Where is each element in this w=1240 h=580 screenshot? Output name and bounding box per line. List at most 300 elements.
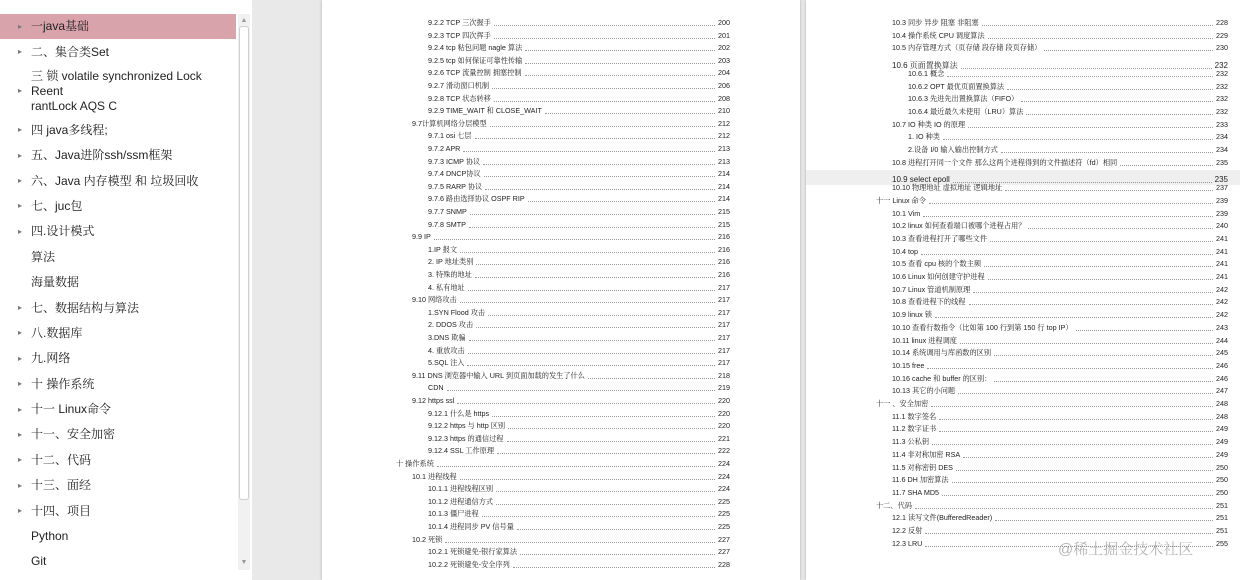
toc-leader-dots	[925, 532, 1213, 534]
sidebar-item[interactable]	[0, 14, 236, 39]
toc-entry-title: 3. 特殊的地址	[428, 270, 472, 279]
sidebar-item[interactable]	[0, 524, 236, 549]
toc-leader-dots	[929, 202, 1213, 204]
toc-leader-dots	[469, 226, 715, 228]
sidebar-item-label: 七、数据结构与算法	[31, 300, 140, 315]
toc-entry-title: 10.11 linux 进程调度	[892, 335, 957, 345]
toc-entry-page-number: 206	[718, 81, 730, 90]
toc-entry-title: 9.12.4 SSL 工作原理	[428, 446, 495, 456]
toc-leader-dots	[994, 354, 1213, 356]
toc-entry-title: 十一 、安全加密	[876, 399, 929, 408]
toc-entry[interactable]	[322, 157, 800, 167]
toc-entry[interactable]	[322, 484, 800, 494]
toc-entry-title: 10.6.1 概念	[908, 68, 945, 78]
toc-entry[interactable]	[322, 320, 800, 330]
sidebar-item[interactable]	[0, 245, 236, 270]
toc-entry[interactable]	[322, 106, 800, 116]
toc-entry[interactable]	[806, 107, 1240, 117]
toc-entry-page-number: 222	[718, 446, 730, 456]
toc-entry[interactable]	[322, 220, 800, 230]
toc-entry-title: 4. 私有地址	[428, 282, 465, 292]
toc-entry[interactable]	[322, 459, 800, 469]
toc-entry[interactable]	[322, 308, 800, 318]
sidebar-item[interactable]	[0, 346, 236, 371]
caret-right-icon[interactable]: ▸	[18, 379, 23, 389]
toc-entry[interactable]	[806, 82, 1240, 92]
sidebar-item-label: 十三、面经	[31, 478, 92, 493]
toc-leader-dots	[460, 251, 715, 253]
toc-entry-page-number: 225	[718, 509, 730, 519]
toc-entry[interactable]	[322, 232, 800, 242]
toc-leader-dots	[513, 566, 715, 568]
sidebar-item-label: 七、juc包	[31, 198, 83, 213]
toc-entry-page-number: 241	[1216, 233, 1228, 243]
toc-entry[interactable]	[322, 182, 800, 192]
caret-right-icon[interactable]: ▸	[18, 303, 23, 312]
toc-entry-title: 9.2.2 TCP 三次握手	[428, 18, 491, 27]
caret-right-icon[interactable]: ▸	[18, 455, 23, 465]
toc-entry[interactable]	[806, 247, 1240, 257]
toc-entry[interactable]	[322, 81, 800, 91]
toc-entry[interactable]	[322, 295, 800, 305]
toc-entry-title: 10.2 linux 如何查看端口被哪个进程占用？	[892, 221, 1026, 231]
toc-leader-dots	[1005, 189, 1213, 191]
toc-entry-title: 10.8 查看进程下的线程	[892, 297, 966, 307]
scroll-down-icon[interactable]: ▼	[240, 559, 248, 566]
sidebar-item[interactable]	[0, 422, 236, 447]
sidebar-item-label: 六、Java 内存模型 和 垃圾回收	[31, 173, 199, 188]
toc-leader-dots	[932, 443, 1213, 445]
toc-entry-page-number: 239	[1216, 208, 1228, 218]
toc-entry[interactable]	[322, 68, 800, 78]
toc-leader-dots	[960, 342, 1213, 344]
toc-entry-title: 9.7.3 ICMP 协议	[428, 156, 481, 166]
toc-leader-dots	[445, 541, 715, 543]
toc-leader-dots	[520, 553, 715, 555]
sidebar-item[interactable]	[0, 397, 236, 422]
toc-entry-title: 10.2.2 死锁避免-安全序列	[428, 559, 510, 569]
toc-leader-dots	[969, 303, 1214, 305]
toc-entry[interactable]	[322, 358, 800, 368]
toc-leader-dots	[956, 469, 1213, 471]
toc-entry-page-number: 241	[1216, 272, 1228, 281]
toc-leader-dots	[467, 364, 715, 366]
sidebar-item[interactable]	[0, 498, 236, 523]
toc-entry-page-number: 201	[718, 30, 730, 40]
sidebar-item[interactable]	[0, 219, 236, 244]
toc-leader-dots	[1001, 151, 1213, 153]
toc-entry-title: 1.IP 报文	[428, 244, 458, 254]
toc-entry-title: 9.7.4 DNCP协议	[428, 169, 481, 179]
toc-entry-page-number: 214	[718, 181, 730, 191]
toc-entry-page-number: 246	[1216, 373, 1228, 383]
toc-leader-dots	[952, 481, 1213, 483]
toc-entry[interactable]	[806, 310, 1240, 320]
toc-entry-page-number: 219	[718, 383, 730, 393]
toc-leader-dots	[484, 175, 715, 177]
toc-entry-title: 10.1 进程线程	[412, 471, 457, 481]
toc-entry-title: 10.6.4 最近最久未使用（LRU）算法	[908, 106, 1024, 116]
toc-entry[interactable]	[322, 131, 800, 141]
toc-entry[interactable]	[806, 348, 1240, 358]
sidebar-item[interactable]	[0, 65, 236, 118]
toc-entry[interactable]	[806, 221, 1240, 231]
toc-entry[interactable]	[806, 424, 1240, 434]
toc-entry-title: 9.7.8 SMTP	[428, 219, 466, 229]
toc-entry-page-number: 220	[718, 408, 730, 418]
scroll-thumb[interactable]	[239, 26, 249, 500]
toc-entry-title: 10.7 IO 种类 IO 的原理	[892, 119, 966, 129]
toc-entry-title: 9.12.3 https 的通信过程	[428, 433, 504, 443]
toc-entry-title: 9.2.5 tcp 如何保证可靠性传输	[428, 55, 523, 65]
toc-leader-dots	[476, 326, 715, 328]
caret-right-icon[interactable]: ▸	[18, 176, 23, 186]
toc-entry[interactable]	[806, 234, 1240, 244]
toc-leader-dots	[1007, 88, 1213, 90]
sidebar-item[interactable]	[0, 321, 236, 346]
toc-entry-page-number: 241	[1216, 259, 1228, 269]
sidebar-item[interactable]	[0, 194, 236, 219]
toc-entry[interactable]	[806, 94, 1240, 104]
toc-leader-dots	[497, 452, 715, 454]
toc-entry-page-number: 204	[718, 68, 730, 78]
toc-leader-dots	[921, 253, 1213, 255]
toc-entry-page-number: 203	[718, 55, 730, 65]
caret-right-icon[interactable]: ▸	[18, 480, 23, 490]
toc-entry[interactable]	[322, 283, 800, 293]
toc-leader-dots	[488, 314, 715, 316]
toc-entry[interactable]	[322, 43, 800, 53]
toc-entry[interactable]	[322, 207, 800, 217]
toc-entry[interactable]	[806, 463, 1240, 473]
toc-entry[interactable]	[806, 18, 1240, 28]
toc-entry-page-number: 218	[718, 370, 730, 380]
toc-entry-page-number: 217	[718, 282, 730, 292]
toc-entry[interactable]	[322, 270, 800, 280]
toc-entry-title: 9.7计算机网络分层模型	[412, 118, 487, 128]
toc-entry-title: 12.2 反射	[892, 526, 923, 535]
toc-leader-dots	[984, 265, 1213, 267]
toc-entry[interactable]	[806, 120, 1240, 130]
toc-leader-dots	[490, 125, 715, 127]
toc-entry-title: 9.10 网络攻击	[412, 295, 457, 305]
toc-entry-page-number: 249	[1216, 424, 1228, 434]
toc-entry-page-number: 239	[1216, 195, 1228, 205]
toc-entry[interactable]	[806, 297, 1240, 307]
toc-entry-title: 10.1 Vim	[892, 208, 921, 218]
toc-entry[interactable]	[806, 513, 1240, 523]
toc-entry[interactable]	[806, 145, 1240, 155]
toc-entry[interactable]	[322, 434, 800, 444]
toc-entry-page-number: 235	[1214, 175, 1228, 185]
watermark: @稀土掘金技术社区	[1058, 541, 1194, 558]
toc-entry[interactable]	[806, 31, 1240, 41]
toc-entry-page-number: 232	[1214, 60, 1228, 70]
toc-entry[interactable]	[322, 497, 800, 507]
toc-entry-page-number: 224	[718, 459, 730, 468]
sidebar-item-label: 海量数据	[31, 275, 80, 290]
toc-leader-dots	[935, 316, 1213, 318]
toc-leader-dots	[968, 126, 1213, 128]
toc-entry[interactable]	[322, 257, 800, 267]
toc-leader-dots	[939, 418, 1213, 420]
sidebar-item-label: 十二、代码	[31, 452, 92, 467]
toc-entry[interactable]	[806, 158, 1240, 168]
toc-entry-title: CDN	[428, 383, 444, 393]
toc-entry-page-number: 242	[1216, 297, 1228, 307]
toc-entry[interactable]	[322, 119, 800, 129]
toc-entry[interactable]	[322, 522, 800, 532]
toc-entry[interactable]	[806, 450, 1240, 460]
toc-entry[interactable]	[322, 56, 800, 66]
sidebar-item-label-line: 三 锁 volatile synchronized Lock Reent	[31, 68, 202, 98]
toc-entry-page-number: 232	[1216, 68, 1228, 78]
toc-entry-page-number: 227	[718, 547, 730, 557]
toc-entry[interactable]	[806, 437, 1240, 447]
sidebar-item[interactable]	[0, 118, 236, 143]
toc-entry-title: 10.1.1 进程线程区别	[428, 484, 494, 494]
toc-entry-title: 9.12 https ssl	[412, 396, 455, 405]
toc-leader-dots	[463, 150, 715, 152]
toc-entry-page-number: 212	[718, 131, 730, 141]
toc-leader-dots	[963, 456, 1213, 458]
toc-entry[interactable]	[806, 475, 1240, 485]
toc-leader-dots	[437, 465, 715, 467]
caret-right-icon[interactable]: ▸	[18, 47, 23, 57]
toc-entry[interactable]	[806, 323, 1240, 333]
sidebar-item-label-line: rantLock AQS C	[31, 98, 118, 113]
toc-leader-dots	[517, 528, 715, 530]
toc-entry[interactable]	[806, 336, 1240, 346]
toc-entry[interactable]	[322, 396, 800, 406]
toc-entry[interactable]	[322, 31, 800, 41]
toc-entry-title: 9.12.2 https 与 http 区别	[428, 421, 506, 431]
toc-entry[interactable]	[322, 245, 800, 255]
toc-leader-dots	[927, 367, 1213, 369]
caret-right-icon[interactable]: ▸	[18, 226, 23, 236]
sidebar-item[interactable]	[0, 143, 236, 168]
toc-entry[interactable]	[322, 560, 800, 570]
toc-leader-dots	[492, 87, 715, 89]
toc-entry-page-number: 215	[718, 207, 730, 216]
toc-entry-title: 10.10 查看行数指令（比如第 100 行到第 150 行 top IP）	[892, 322, 1073, 332]
toc-entry[interactable]	[322, 346, 800, 356]
toc-entry-page-number: 216	[718, 257, 730, 267]
toc-entry-page-number: 200	[718, 18, 730, 27]
toc-entry[interactable]	[322, 446, 800, 456]
toc-leader-dots	[545, 112, 715, 114]
toc-leader-dots	[528, 200, 715, 202]
toc-entry-title: 10.8 进程打开同一个文件 那么这两个进程得到的文件描述符（fd）相同	[892, 157, 1118, 167]
toc-entry[interactable]	[806, 399, 1240, 409]
toc-entry-page-number: 216	[718, 244, 730, 254]
toc-entry[interactable]	[322, 535, 800, 545]
toc-entry-page-number: 246	[1216, 360, 1228, 370]
caret-right-icon[interactable]: ▸	[18, 86, 23, 96]
toc-entry[interactable]	[322, 194, 800, 204]
sidebar-item[interactable]	[0, 295, 236, 320]
toc-leader-dots	[1120, 164, 1213, 166]
toc-entry[interactable]	[322, 472, 800, 482]
toc-entry[interactable]	[806, 412, 1240, 422]
toc-entry[interactable]	[322, 421, 800, 431]
toc-entry[interactable]	[322, 144, 800, 154]
toc-entry[interactable]	[806, 69, 1240, 79]
toc-leader-dots	[1026, 113, 1213, 115]
toc-entry[interactable]	[806, 361, 1240, 371]
toc-entry[interactable]	[806, 272, 1240, 282]
toc-entry-title: 9.2.8 TCP 状态转移	[428, 93, 491, 103]
sidebar-item[interactable]	[0, 270, 236, 295]
sidebar-item-label	[31, 69, 230, 114]
toc-entry-page-number: 241	[1216, 246, 1228, 256]
caret-right-icon[interactable]: ▸	[18, 21, 23, 31]
toc-leader-dots	[973, 291, 1213, 293]
toc-entry[interactable]	[322, 94, 800, 104]
toc-entry[interactable]	[806, 183, 1240, 193]
toc-entry-page-number: 234	[1216, 132, 1228, 142]
toc-entry-title: 9.2.9 TIME_WAIT 和 CLOSE_WAIT	[428, 106, 542, 116]
toc-entry[interactable]	[322, 509, 800, 519]
toc-entry-title: 11.1 数字签名	[892, 411, 937, 421]
toc-leader-dots	[447, 389, 715, 391]
caret-right-icon[interactable]: ▸	[18, 429, 23, 439]
toc-leader-dots	[482, 515, 715, 517]
toc-entry-title: 十二、代码	[876, 500, 912, 510]
toc-entry[interactable]	[322, 383, 800, 393]
toc-entry[interactable]	[322, 169, 800, 179]
toc-leader-dots	[470, 213, 715, 215]
toc-leader-dots	[494, 100, 715, 102]
caret-right-icon[interactable]: ▸	[18, 150, 23, 160]
sidebar-item-label: 四.设计模式	[31, 224, 95, 239]
caret-right-icon[interactable]: ▸	[18, 125, 23, 135]
toc-sidebar	[0, 0, 252, 580]
toc-entry-page-number: 228	[718, 559, 730, 569]
toc-entry-title: 十一 Linux 命令	[876, 195, 926, 205]
toc-entry-title: 10.1.4 进程同步 PV 信号量	[428, 522, 514, 531]
toc-entry[interactable]	[806, 132, 1240, 142]
toc-entry[interactable]	[806, 374, 1240, 384]
toc-entry-page-number: 250	[1216, 475, 1228, 485]
toc-entry-title: 11.5 对称密钥 DES	[892, 462, 953, 472]
toc-entry-title: 4. 重放攻击	[428, 345, 465, 355]
toc-entry-title: 10.6 Linux 如何创建守护进程	[892, 272, 985, 281]
toc-entry-title: 11.2 数字证书	[892, 424, 937, 434]
toc-leader-dots	[475, 137, 715, 139]
toc-entry[interactable]	[322, 18, 800, 28]
toc-entry-page-number: 250	[1216, 462, 1228, 472]
toc-entry[interactable]	[806, 285, 1240, 295]
document-page-right	[806, 0, 1240, 580]
sidebar-item-label: 二、集合类Set	[31, 44, 110, 59]
caret-right-icon[interactable]: ▸	[18, 328, 23, 338]
toc-leader-dots	[1021, 100, 1213, 102]
toc-entry-title: 10.16 cache 和 buffer 的区别：	[892, 373, 992, 383]
toc-entry-title: 十 操作系统	[396, 459, 434, 468]
toc-entry-page-number: 244	[1216, 335, 1228, 345]
toc-entry-title: 10.4 top	[892, 246, 918, 256]
toc-entry[interactable]	[322, 333, 800, 343]
toc-entry[interactable]	[806, 259, 1240, 269]
sidebar-item[interactable]	[0, 168, 236, 193]
toc-entry-page-number: 215	[718, 219, 730, 229]
toc-entry-page-number: 221	[718, 433, 730, 443]
toc-entry-page-number: 217	[718, 345, 730, 355]
toc-entry-page-number: 217	[718, 358, 730, 368]
toc-entry-page-number: 242	[1216, 310, 1228, 320]
toc-entry[interactable]	[806, 526, 1240, 536]
sidebar-item[interactable]	[0, 39, 236, 64]
sidebar-scrollbar[interactable]	[238, 14, 250, 570]
toc-entry-page-number: 220	[718, 396, 730, 405]
toc-entry-title: 10.6.3 先进先出置换算法（FIFO）	[908, 94, 1019, 104]
toc-entry-page-number: 248	[1216, 411, 1228, 421]
caret-right-icon[interactable]: ▸	[18, 201, 23, 211]
toc-entry-page-number: 240	[1216, 221, 1228, 231]
toc-entry-title: 10.15 free	[892, 360, 925, 370]
sidebar-item[interactable]	[0, 448, 236, 473]
toc-leader-dots	[476, 263, 715, 265]
toc-entry-title: 10.3 查看进程打开了哪些文件	[892, 233, 988, 243]
sidebar-item-label: 十一、安全加密	[31, 427, 116, 442]
sidebar-list	[0, 14, 238, 575]
toc-entry-page-number: 213	[718, 144, 730, 153]
toc-leader-dots	[494, 37, 715, 39]
toc-entry-title: 10.13 其它的小问题	[892, 386, 956, 396]
toc-leader-dots	[434, 238, 715, 240]
toc-leader-dots	[525, 62, 715, 64]
toc-entry[interactable]	[806, 488, 1240, 498]
toc-leader-dots	[460, 301, 715, 303]
toc-entry[interactable]	[806, 501, 1240, 511]
toc-entry-title: 11.4 非对称加密 RSA	[892, 449, 961, 459]
toc-entry-page-number: 255	[1216, 538, 1228, 548]
toc-entry-title: 2.设备 I/0 输入输出控制方式	[908, 145, 998, 154]
toc-entry-title: 1.SYN Flood 攻击	[428, 307, 486, 317]
toc-entry-page-number: 208	[718, 93, 730, 103]
toc-entry[interactable]	[322, 547, 800, 557]
caret-right-icon[interactable]: ▸	[18, 404, 23, 414]
toc-entry-title: 10.6 页面置换算法	[892, 60, 958, 70]
caret-right-icon[interactable]: ▸	[18, 506, 23, 516]
sidebar-item[interactable]	[0, 549, 236, 574]
toc-leader-dots	[939, 430, 1213, 432]
toc-entry-page-number: 247	[1216, 386, 1228, 396]
toc-entry-page-number: 217	[718, 295, 730, 305]
toc-entry-title: 10.2 死锁	[412, 534, 443, 544]
toc-entry[interactable]	[806, 209, 1240, 219]
toc-entry-title: 9.2.7 滑动窗口机制	[428, 81, 490, 90]
toc-entry[interactable]	[322, 371, 800, 381]
toc-entry-title: 10.1.2 进程通信方式	[428, 496, 494, 506]
toc-leader-dots	[492, 415, 715, 417]
caret-right-icon[interactable]: ▸	[18, 353, 23, 363]
toc-entry[interactable]	[806, 43, 1240, 53]
toc-entry-page-number: 214	[718, 169, 730, 179]
sidebar-item[interactable]	[0, 371, 236, 396]
toc-entry[interactable]	[322, 409, 800, 419]
toc-leader-dots	[958, 392, 1213, 394]
toc-entry[interactable]	[806, 196, 1240, 206]
toc-entry-page-number: 237	[1216, 183, 1228, 193]
toc-leader-dots	[460, 478, 715, 480]
scroll-up-icon[interactable]: ▲	[240, 17, 248, 24]
sidebar-item[interactable]	[0, 473, 236, 498]
toc-entry[interactable]	[806, 386, 1240, 396]
toc-leader-dots	[457, 402, 715, 404]
toc-entry-page-number: 224	[718, 484, 730, 494]
